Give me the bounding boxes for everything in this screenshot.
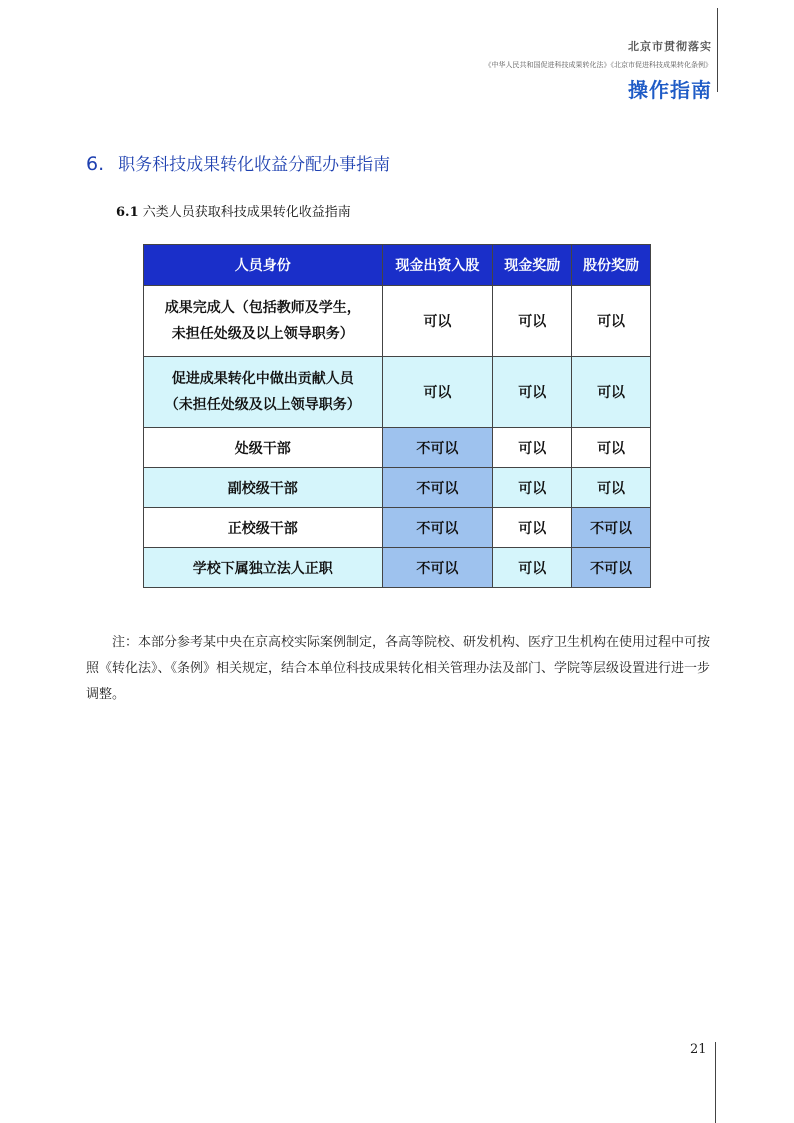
table-header-cell: 股份奖励 bbox=[572, 245, 651, 286]
table-cell: 可以 bbox=[572, 286, 651, 357]
table-cell: 可以 bbox=[493, 468, 572, 508]
table-cell: 不可以 bbox=[572, 508, 651, 548]
table-header-cell: 现金奖励 bbox=[493, 245, 572, 286]
note-paragraph bbox=[86, 630, 710, 708]
table-row bbox=[144, 468, 651, 508]
section-title bbox=[86, 150, 390, 175]
table-row bbox=[144, 508, 651, 548]
table-cell: 不可以 bbox=[572, 548, 651, 588]
page-number: 21 bbox=[690, 1042, 707, 1057]
table-cell: 可以 bbox=[493, 286, 572, 357]
footer-divider bbox=[715, 1042, 716, 1123]
subsection-number: 6.1 bbox=[116, 205, 139, 220]
row-label: 正校级干部 bbox=[144, 508, 383, 548]
table-cell: 不可以 bbox=[382, 548, 493, 588]
table-cell: 不可以 bbox=[382, 508, 493, 548]
row-label-line: （未担任处级及以上领导职务） bbox=[164, 397, 361, 413]
page-header bbox=[485, 38, 713, 103]
header-divider bbox=[717, 8, 718, 92]
table-cell: 可以 bbox=[493, 428, 572, 468]
table-header-cell: 现金出资入股 bbox=[382, 245, 493, 286]
section-title-text: 职务科技成果转化收益分配办事指南 bbox=[118, 155, 391, 175]
row-label-line: 未担任处级及以上领导职务） bbox=[171, 326, 354, 342]
header-line2: 《中华人民共和国促进科技成果转化法》《北京市促进科技成果转化条例》 bbox=[484, 61, 712, 69]
row-label: 副校级干部 bbox=[144, 468, 383, 508]
table-header-cell: 人员身份 bbox=[144, 245, 383, 286]
table-row bbox=[144, 286, 651, 357]
table-cell: 可以 bbox=[382, 357, 493, 428]
subsection-title bbox=[116, 201, 351, 220]
table-cell: 可以 bbox=[572, 468, 651, 508]
table-row bbox=[144, 548, 651, 588]
table-row bbox=[144, 357, 651, 428]
table-cell: 可以 bbox=[493, 357, 572, 428]
table-cell: 可以 bbox=[493, 548, 572, 588]
table-cell: 可以 bbox=[572, 428, 651, 468]
row-label bbox=[144, 286, 383, 357]
table-cell: 不可以 bbox=[382, 428, 493, 468]
row-label-line: 成果完成人（包括教师及学生， bbox=[164, 300, 361, 316]
row-label: 处级干部 bbox=[144, 428, 383, 468]
header-line1: 北京市贯彻落实 bbox=[628, 40, 712, 53]
row-label bbox=[144, 357, 383, 428]
row-label-line: 促进成果转化中做出贡献人员 bbox=[171, 371, 354, 387]
table-cell: 可以 bbox=[382, 286, 493, 357]
table-row bbox=[144, 428, 651, 468]
note-text: 注：本部分参考某中央在京高校实际案例制定，各高等院校、研发机构、医疗卫生机构在使用过程中可按照《转化法》、《条例》相关规定，结合本单位科技成果转化相关管理办法及部门、学院等层级设置进行进一步调整。 bbox=[86, 635, 711, 702]
table-header-row bbox=[144, 245, 651, 286]
table-cell: 可以 bbox=[493, 508, 572, 548]
section-number: 6. bbox=[86, 153, 105, 175]
eligibility-table bbox=[143, 244, 651, 588]
table-cell: 不可以 bbox=[382, 468, 493, 508]
subsection-title-text: 六类人员获取科技成果转化收益指南 bbox=[142, 205, 351, 220]
row-label: 学校下属独立法人正职 bbox=[144, 548, 383, 588]
table-cell: 可以 bbox=[572, 357, 651, 428]
header-title: 操作指南 bbox=[628, 78, 712, 102]
